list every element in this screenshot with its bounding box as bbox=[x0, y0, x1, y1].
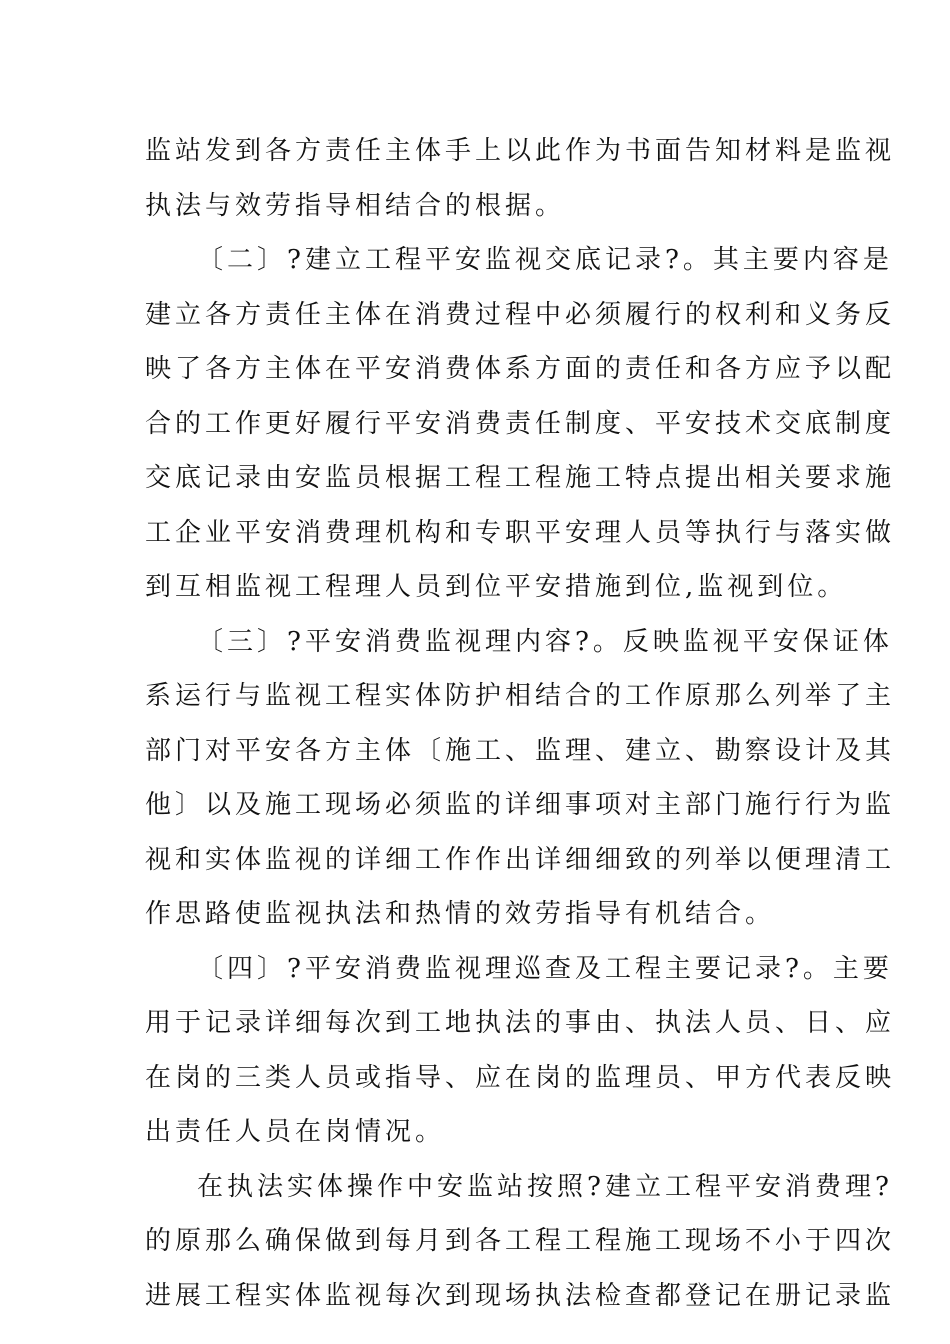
text-line: 用于记录详细每次到工地执法的事由、执法人员、日、应 bbox=[145, 1008, 896, 1038]
text-line: 〔四〕?平安消费监视理巡查及工程主要记录?。主要 bbox=[197, 953, 893, 984]
text-line: 视和实体监视的详细工作作出详细细致的列举以便理清工 bbox=[145, 844, 896, 875]
text-line: 作思路使监视执法和热情的效劳指导有机结合。 bbox=[145, 899, 776, 929]
text-line: 合的工作更好履行平安消费责任制度、平安技术交底制度 bbox=[145, 408, 896, 439]
text-line: 〔三〕?平安消费监视理内容?。反映监视平安保证体 bbox=[197, 626, 893, 657]
text-line: 工企业平安消费理机构和专职平安理人员等执行与落实做 bbox=[145, 517, 896, 548]
document-body bbox=[145, 124, 896, 1323]
text-line: 〔二〕?建立工程平安监视交底记录?。其主要内容是 bbox=[197, 245, 893, 275]
text-line: 监站发到各方责任主体手上以此作为书面告知材料是监视 bbox=[145, 136, 896, 166]
text-line: 的原那么确保做到每月到各工程工程施工现场不小于四次 bbox=[145, 1226, 896, 1256]
text-line: 在岗的三类人员或指导、应在岗的监理员、甲方代表反映 bbox=[145, 1062, 896, 1093]
text-line: 部门对平安各方主体〔施工、监理、建立、勘察设计及其 bbox=[145, 735, 896, 766]
text-line: 交底记录由安监员根据工程工程施工特点提出相关要求施 bbox=[145, 463, 896, 493]
text-line: 映了各方主体在平安消费体系方面的责任和各方应予以配 bbox=[145, 354, 896, 384]
text-line: 系运行与监视工程实体防护相结合的工作原那么列举了主 bbox=[145, 681, 896, 711]
text-line: 建立各方责任主体在消费过程中必须履行的权利和义务反 bbox=[145, 299, 896, 330]
text-line: 执法与效劳指导相结合的根据。 bbox=[145, 190, 566, 221]
text-line: 在执法实体操作中安监站按照?建立工程平安消费理? bbox=[197, 1171, 893, 1202]
text-line: 出责任人员在岗情况。 bbox=[145, 1117, 446, 1147]
text-line: 他〕以及施工现场必须监的详细事项对主部门施行行为监 bbox=[145, 790, 896, 820]
text-line: 进展工程实体监视每次到现场执法检查都登记在册记录监 bbox=[145, 1280, 896, 1311]
text-line: 到互相监视工程理人员到位平安措施到位,监视到位。 bbox=[145, 572, 848, 602]
